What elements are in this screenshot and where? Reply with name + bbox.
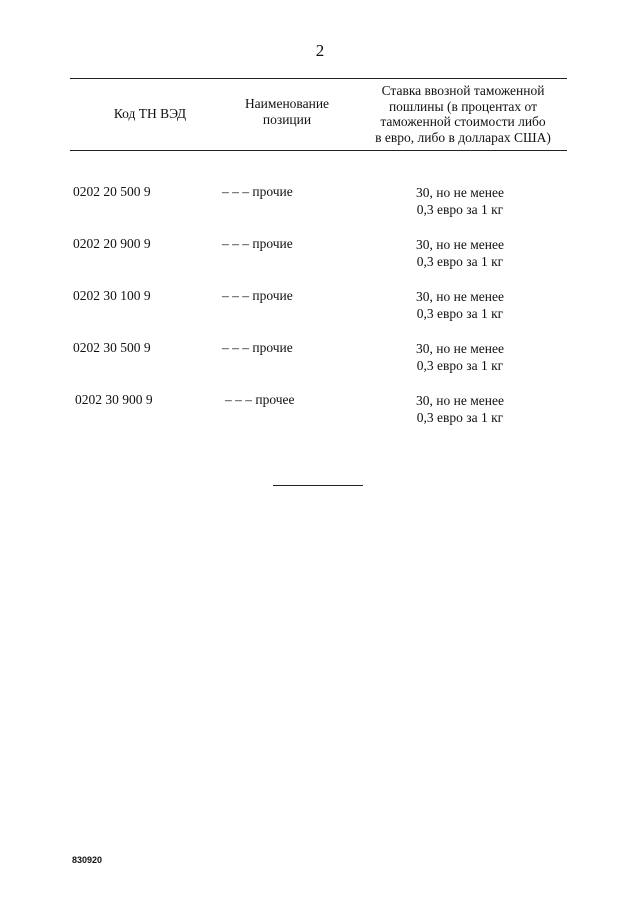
row-name: – – – прочие xyxy=(222,340,293,355)
row-code: 0202 30 100 9 xyxy=(73,288,151,303)
row-code: 0202 30 500 9 xyxy=(73,340,151,355)
row-rate-line2: 0,3 евро за 1 кг xyxy=(416,202,504,217)
row-name: – – – прочие xyxy=(222,236,293,251)
row-rate-line1: 30, но не менее xyxy=(416,237,504,252)
header-rate-line2: пошлины (в процентах от xyxy=(388,98,538,114)
header-rate xyxy=(358,83,568,145)
row-code: 0202 20 900 9 xyxy=(73,236,151,251)
row-rate xyxy=(385,184,535,218)
row-rate xyxy=(385,340,535,374)
table-top-rule xyxy=(70,78,567,79)
header-name-line1: Наименование xyxy=(244,96,330,111)
table-row xyxy=(0,340,640,380)
row-name: – – – прочие xyxy=(222,184,293,199)
row-rate-line2: 0,3 евро за 1 кг xyxy=(416,410,504,425)
row-rate-line1: 30, но не менее xyxy=(416,289,504,304)
row-rate-line1: 30, но не менее xyxy=(416,185,504,200)
header-name xyxy=(232,96,342,128)
end-of-document-line xyxy=(273,485,363,486)
row-code: 0202 20 500 9 xyxy=(73,184,151,199)
row-rate-line2: 0,3 евро за 1 кг xyxy=(416,358,504,373)
page-number: 2 xyxy=(315,41,325,60)
table-row xyxy=(0,184,640,224)
row-name: – – – прочее xyxy=(225,392,295,407)
header-code: Код ТН ВЭД xyxy=(113,106,187,121)
row-rate-line1: 30, но не менее xyxy=(416,341,504,356)
row-rate-line1: 30, но не менее xyxy=(416,393,504,408)
row-rate xyxy=(385,392,535,426)
table-header-bottom-rule xyxy=(70,150,567,151)
row-rate xyxy=(385,236,535,270)
table-row xyxy=(0,392,640,432)
row-name: – – – прочие xyxy=(222,288,293,303)
row-rate xyxy=(385,288,535,322)
table-row xyxy=(0,288,640,328)
header-rate-line4: в евро, либо в долларах США) xyxy=(375,129,551,145)
header-rate-line1: Ставка ввозной таможенной xyxy=(381,83,545,98)
footer-document-code: 830920 xyxy=(72,855,103,865)
header-rate-line3: таможенной стоимости либо xyxy=(380,114,546,129)
table-row xyxy=(0,236,640,276)
row-rate-line2: 0,3 евро за 1 кг xyxy=(416,254,504,269)
row-rate-line2: 0,3 евро за 1 кг xyxy=(416,306,504,321)
header-name-line2: позиции xyxy=(262,112,312,127)
row-code: 0202 30 900 9 xyxy=(75,392,153,407)
